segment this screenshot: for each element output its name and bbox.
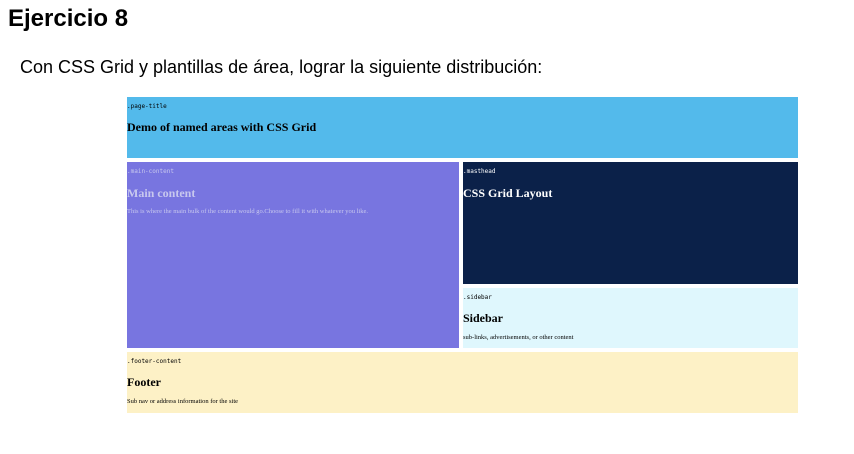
masthead-area xyxy=(463,162,798,284)
footer-class-label: .footer-content xyxy=(127,358,182,365)
grid-layout-example-image xyxy=(127,97,798,415)
main-content-heading: Main content xyxy=(127,186,196,200)
page-title-class-label: .page-title xyxy=(127,103,167,110)
main-content-text: This is where the main bulk of the content would go.Choose to fill it with whatever you like. xyxy=(127,208,368,215)
main-content-class-label: .main-content xyxy=(127,168,174,175)
page-title-heading: Demo of named areas with CSS Grid xyxy=(127,120,317,134)
page-title-area xyxy=(127,97,798,158)
sidebar-area xyxy=(463,288,798,348)
exercise-heading: Ejercicio 8 xyxy=(8,5,129,32)
exercise-instructions: Con CSS Grid y plantillas de área, lograr la siguiente distribución: xyxy=(20,57,543,77)
sidebar-class-label: .sidebar xyxy=(463,294,492,301)
footer-heading: Footer xyxy=(127,375,161,389)
masthead-class-label: .masthead xyxy=(463,168,496,175)
main-content-area xyxy=(127,162,459,348)
footer-text: Sub nav or address information for the site xyxy=(127,398,239,405)
sidebar-text: sub-links, advertisements, or other content xyxy=(463,334,574,341)
footer-content-area xyxy=(127,352,798,413)
sidebar-heading: Sidebar xyxy=(463,311,504,325)
masthead-heading: CSS Grid Layout xyxy=(463,186,553,200)
